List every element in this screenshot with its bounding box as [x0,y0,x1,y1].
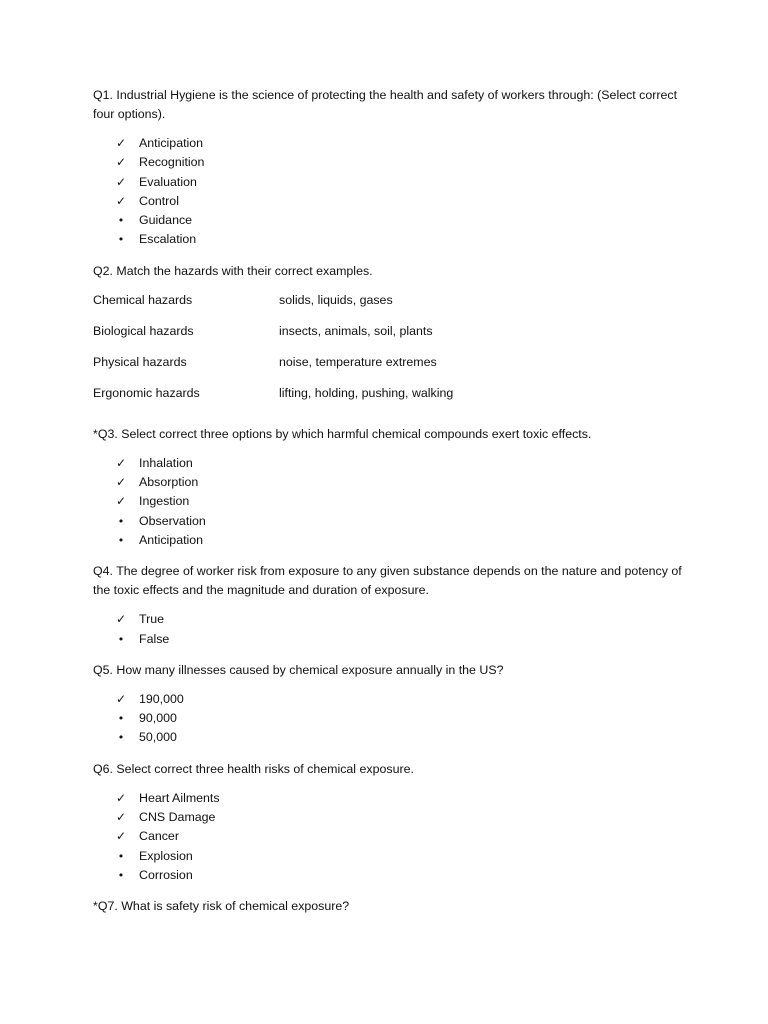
question-5-options [93,690,693,748]
option-item [93,789,693,808]
question-5: Q5. How many illnesses caused by chemical exposure annually in the US? [93,662,504,677]
option-item [93,473,693,492]
bullet-icon: • [117,214,125,228]
matching-row [93,322,693,353]
matching-row [93,353,693,384]
option-item [93,728,693,747]
option-item [93,808,693,827]
checkmark-icon: ✓ [115,193,127,208]
option-label: Control [139,193,179,208]
option-item [93,134,693,153]
option-item [93,847,693,866]
checkmark-icon: ✓ [115,155,127,170]
option-item [93,211,693,230]
bullet-icon: • [117,868,125,882]
bullet-icon: • [117,712,125,726]
matching-row [93,291,693,322]
hazard-matching-table [93,291,693,415]
option-item [93,153,693,172]
option-item [93,610,693,629]
checkmark-icon: ✓ [115,810,127,825]
bullet-icon: • [117,849,125,863]
option-label: Observation [139,513,206,528]
checkmark-icon: ✓ [115,494,127,509]
question-4-options [93,610,693,649]
hazard-example: lifting, holding, pushing, walking [279,385,454,400]
question-6-options [93,789,693,885]
option-label: Escalation [139,232,197,247]
question-1: Q1. Industrial Hygiene is the science of protecting the health and safety of workers through: (Select correct four options). [93,88,678,121]
option-label: Evaluation [139,174,197,189]
checkmark-icon: ✓ [115,790,127,805]
hazard-name: Chemical hazards [93,292,193,307]
option-item [93,492,693,511]
bullet-icon: • [117,731,125,745]
question-3-options [93,454,693,550]
matching-row [93,384,693,415]
option-label: 50,000 [139,730,177,745]
bullet-icon: • [117,233,125,247]
option-label: 190,000 [139,691,184,706]
quiz-document [93,86,693,916]
option-label: Anticipation [139,532,204,547]
checkmark-icon: ✓ [115,455,127,470]
option-label: True [139,612,165,627]
option-label: False [139,631,170,646]
option-label: 90,000 [139,711,177,726]
question-7: *Q7. What is safety risk of chemical exposure? [93,899,350,914]
option-item [93,709,693,728]
option-label: Absorption [139,475,199,490]
question-3: *Q3. Select correct three options by which harmful chemical compounds exert toxic effects. [93,426,592,441]
question-2: Q2. Match the hazards with their correct examples. [93,263,373,278]
option-item [93,192,693,211]
question-6: Q6. Select correct three health risks of chemical exposure. [93,761,414,776]
question-4: Q4. The degree of worker risk from exposure to any given substance depends on the nature and potency of the toxic effects and the magnitude and duration of exposure. [93,564,682,598]
hazard-name: Physical hazards [93,354,187,369]
option-label: Ingestion [139,494,190,509]
option-label: Heart Ailments [139,790,220,805]
checkmark-icon: ✓ [115,475,127,490]
option-item [93,173,693,192]
option-item [93,866,693,885]
option-item [93,827,693,846]
option-item [93,690,693,709]
hazard-name: Biological hazards [93,323,194,338]
option-item [93,630,693,649]
option-label: Cancer [139,829,179,844]
option-label: Guidance [139,213,193,228]
hazard-example: noise, temperature extremes [279,354,437,369]
checkmark-icon: ✓ [115,136,127,150]
option-item [93,230,693,249]
hazard-example: insects, animals, soil, plants [279,323,433,338]
bullet-icon: • [117,514,125,528]
option-label: CNS Damage [139,810,216,825]
question-1-options [93,134,693,250]
option-item [93,454,693,473]
hazard-name: Ergonomic hazards [93,385,200,400]
checkmark-icon: ✓ [115,174,127,189]
option-label: Corrosion [139,867,193,882]
option-item [93,531,693,550]
option-label: Inhalation [139,455,193,470]
option-label: Explosion [139,848,193,863]
checkmark-icon: ✓ [115,612,127,627]
bullet-icon: • [117,632,125,646]
option-item [93,512,693,531]
hazard-example: solids, liquids, gases [279,292,393,307]
option-label: Recognition [139,155,205,170]
checkmark-icon: ✓ [115,829,127,844]
option-label: Anticipation [139,136,204,150]
checkmark-icon: ✓ [115,691,127,706]
bullet-icon: • [117,533,125,547]
